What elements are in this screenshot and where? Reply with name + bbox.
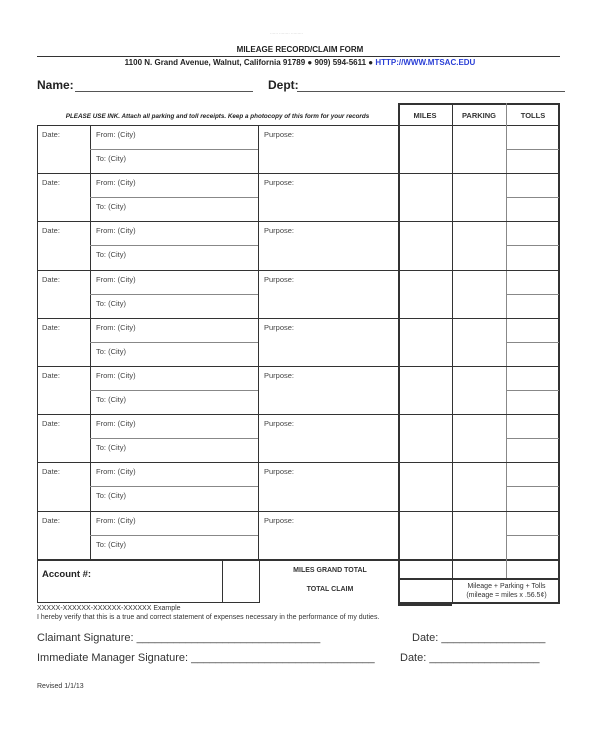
tolls-field-2[interactable] bbox=[508, 295, 557, 317]
parking-field[interactable] bbox=[454, 222, 505, 268]
date-label: Date: bbox=[42, 322, 60, 332]
claimant-date-row bbox=[412, 632, 545, 644]
from-city-field[interactable] bbox=[91, 126, 257, 148]
tolls-field-2[interactable] bbox=[508, 343, 557, 365]
date-label: Date: bbox=[42, 178, 60, 188]
from-city-label: From: (City) bbox=[96, 226, 136, 236]
purpose-field[interactable] bbox=[259, 271, 397, 317]
table-row bbox=[37, 366, 560, 414]
manager-date-field[interactable]: __________________ bbox=[429, 652, 540, 664]
table-row bbox=[37, 125, 560, 173]
to-city-field[interactable] bbox=[91, 536, 257, 558]
formula-line-1: Mileage + Parking + Tolls bbox=[467, 583, 546, 590]
miles-field[interactable] bbox=[400, 222, 451, 268]
claimant-date-label: Date: bbox=[412, 632, 439, 644]
parking-field[interactable] bbox=[454, 367, 505, 413]
address-line bbox=[0, 58, 600, 67]
miles-grand-total-label: MILES GRAND TOTAL bbox=[293, 567, 367, 574]
total-claim-label: TOTAL CLAIM bbox=[306, 586, 354, 593]
to-city-label: To: (City) bbox=[96, 250, 126, 260]
to-city-field[interactable] bbox=[91, 198, 257, 220]
tolls-field-1[interactable] bbox=[508, 126, 557, 148]
dept-label: Dept: bbox=[268, 78, 299, 92]
purpose-label: Purpose: bbox=[264, 178, 295, 188]
purpose-label: Purpose: bbox=[264, 130, 295, 139]
purpose-label: Purpose: bbox=[264, 515, 295, 525]
claimant-date-field[interactable]: _________________ bbox=[441, 632, 546, 644]
to-city-label: To: (City) bbox=[96, 443, 126, 453]
from-city-field[interactable] bbox=[91, 174, 257, 196]
miles-field[interactable] bbox=[400, 174, 451, 220]
manager-signature-row bbox=[37, 652, 375, 664]
from-city-field[interactable] bbox=[91, 319, 257, 341]
purpose-field[interactable] bbox=[259, 415, 397, 461]
formula-note bbox=[453, 582, 560, 600]
purpose-label: Purpose: bbox=[264, 322, 295, 332]
table-row bbox=[37, 270, 560, 318]
address-text: 1100 N. Grand Avenue, Walnut, California 91789 ● 909) 594-5611 ● bbox=[124, 58, 376, 67]
manager-date-label: Date: bbox=[400, 652, 427, 664]
tolls-field-2[interactable] bbox=[508, 391, 557, 413]
miles-grand-total-field[interactable] bbox=[399, 560, 451, 577]
purpose-label: Purpose: bbox=[264, 274, 295, 284]
to-city-field[interactable] bbox=[91, 150, 257, 172]
to-city-field[interactable] bbox=[91, 246, 257, 268]
table-row bbox=[37, 221, 560, 269]
tolls-field-1[interactable] bbox=[508, 463, 557, 485]
title-divider bbox=[37, 56, 560, 57]
purpose-label: Purpose: bbox=[264, 226, 295, 236]
formula-line-2: (mileage = miles x .56.5¢) bbox=[466, 592, 547, 599]
website-link[interactable]: HTTP://WWW.MTSAC.EDU bbox=[375, 58, 476, 67]
miles-field[interactable] bbox=[400, 319, 451, 365]
to-city-field[interactable] bbox=[91, 487, 257, 509]
from-city-label: From: (City) bbox=[96, 419, 136, 429]
from-city-label: From: (City) bbox=[96, 130, 136, 139]
purpose-label: Purpose: bbox=[264, 467, 295, 477]
parking-field[interactable] bbox=[454, 271, 505, 317]
purpose-field[interactable] bbox=[259, 463, 397, 509]
manager-signature-label: Immediate Manager Signature: bbox=[37, 652, 189, 664]
tolls-field-1[interactable] bbox=[508, 174, 557, 196]
dept-field[interactable] bbox=[297, 91, 565, 92]
from-city-field[interactable] bbox=[91, 512, 257, 534]
to-city-label: To: (City) bbox=[96, 491, 126, 501]
to-city-label: To: (City) bbox=[96, 202, 126, 212]
date-label: Date: bbox=[42, 274, 60, 284]
manager-date-row bbox=[400, 652, 539, 664]
to-city-field[interactable] bbox=[91, 439, 257, 461]
parking-field[interactable] bbox=[454, 415, 505, 461]
from-city-field[interactable] bbox=[91, 367, 257, 389]
verification-statement: I hereby verify that this is a true and correct statement of expenses necessary in the performance of my duties. bbox=[37, 614, 380, 621]
manager-signature-field[interactable]: ______________________________ bbox=[191, 652, 375, 664]
parking-grand-total-field[interactable] bbox=[453, 560, 505, 577]
claimant-signature-row bbox=[37, 632, 320, 644]
table-row bbox=[37, 318, 560, 366]
purpose-field[interactable] bbox=[259, 512, 397, 558]
to-city-label: To: (City) bbox=[96, 346, 126, 356]
purpose-field[interactable] bbox=[259, 367, 397, 413]
from-city-label: From: (City) bbox=[96, 274, 136, 284]
claimant-signature-field[interactable]: ______________________________ bbox=[136, 632, 321, 644]
account-label: Account #: bbox=[42, 569, 92, 580]
table-row bbox=[37, 511, 560, 559]
table-row bbox=[37, 173, 560, 221]
column-header-miles: MILES bbox=[413, 111, 437, 120]
from-city-label: From: (City) bbox=[96, 515, 136, 525]
total-claim-underline bbox=[398, 604, 452, 606]
from-city-label: From: (City) bbox=[96, 467, 136, 477]
miles-field[interactable] bbox=[400, 271, 451, 317]
miles-field[interactable] bbox=[400, 463, 451, 509]
from-city-field[interactable] bbox=[91, 271, 257, 293]
account-field[interactable] bbox=[37, 559, 223, 603]
miles-field[interactable] bbox=[400, 512, 451, 558]
date-label: Date: bbox=[42, 467, 60, 477]
account-extra-field[interactable] bbox=[222, 559, 260, 603]
purpose-field[interactable] bbox=[259, 126, 397, 172]
from-city-label: From: (City) bbox=[96, 322, 136, 332]
to-city-field[interactable] bbox=[91, 391, 257, 413]
total-claim-field[interactable] bbox=[399, 580, 451, 602]
tolls-field-2[interactable] bbox=[508, 198, 557, 220]
form-title: MILEAGE RECORD/CLAIM FORM bbox=[236, 45, 364, 54]
parking-field[interactable] bbox=[454, 126, 505, 172]
name-label: Name: bbox=[37, 78, 74, 92]
miles-field[interactable] bbox=[400, 367, 451, 413]
account-example: XXXXX-XXXXXX-XXXXXX-XXXXXX Example bbox=[37, 605, 181, 612]
tolls-field-1[interactable] bbox=[508, 367, 557, 389]
to-city-label: To: (City) bbox=[96, 395, 126, 404]
date-label: Date: bbox=[42, 515, 60, 525]
purpose-label: Purpose: bbox=[264, 371, 295, 380]
tolls-field-2[interactable] bbox=[508, 150, 557, 172]
parking-field[interactable] bbox=[454, 174, 505, 220]
from-city-label: From: (City) bbox=[96, 178, 136, 188]
table-row bbox=[37, 462, 560, 510]
tolls-field-1[interactable] bbox=[508, 319, 557, 341]
purpose-field[interactable] bbox=[259, 319, 397, 365]
tolls-field-1[interactable] bbox=[508, 512, 557, 534]
miles-field[interactable] bbox=[400, 415, 451, 461]
tolls-field-1[interactable] bbox=[508, 415, 557, 437]
table-row bbox=[37, 414, 560, 462]
parking-field[interactable] bbox=[454, 463, 505, 509]
from-city-field[interactable] bbox=[91, 463, 257, 485]
date-label: Date: bbox=[42, 371, 60, 380]
tolls-field-1[interactable] bbox=[508, 222, 557, 244]
to-city-label: To: (City) bbox=[96, 298, 126, 308]
from-city-field[interactable] bbox=[91, 415, 257, 437]
tolls-field-1[interactable] bbox=[508, 271, 557, 293]
tolls-field-2[interactable] bbox=[508, 487, 557, 509]
header-small-text: ······ ········ ········· bbox=[270, 31, 303, 36]
date-label: Date: bbox=[42, 226, 60, 236]
purpose-label: Purpose: bbox=[264, 419, 295, 429]
tolls-field-2[interactable] bbox=[508, 536, 557, 558]
purpose-field[interactable] bbox=[259, 174, 397, 220]
to-city-label: To: (City) bbox=[96, 539, 126, 549]
from-city-field[interactable] bbox=[91, 222, 257, 244]
revised-date: Revised 1/1/13 bbox=[37, 683, 84, 690]
from-city-label: From: (City) bbox=[96, 371, 136, 380]
miles-field[interactable] bbox=[400, 126, 451, 172]
parking-field[interactable] bbox=[454, 512, 505, 558]
tolls-field-2[interactable] bbox=[508, 246, 557, 268]
to-city-field[interactable] bbox=[91, 343, 257, 365]
tolls-field-2[interactable] bbox=[508, 439, 557, 461]
date-label: Date: bbox=[42, 130, 60, 139]
column-header-tolls: TOLLS bbox=[520, 111, 546, 120]
column-header-parking: PARKING bbox=[461, 111, 497, 120]
name-field[interactable] bbox=[75, 91, 253, 92]
date-label: Date: bbox=[42, 419, 60, 429]
to-city-field[interactable] bbox=[91, 295, 257, 317]
tolls-grand-total-field[interactable] bbox=[507, 560, 559, 577]
claimant-signature-label: Claimant Signature: bbox=[37, 632, 134, 644]
to-city-label: To: (City) bbox=[96, 154, 126, 163]
parking-field[interactable] bbox=[454, 319, 505, 365]
purpose-field[interactable] bbox=[259, 222, 397, 268]
instructions-text: PLEASE USE INK. Attach all parking and toll receipts. Keep a photocopy of this form for your records bbox=[65, 113, 370, 120]
